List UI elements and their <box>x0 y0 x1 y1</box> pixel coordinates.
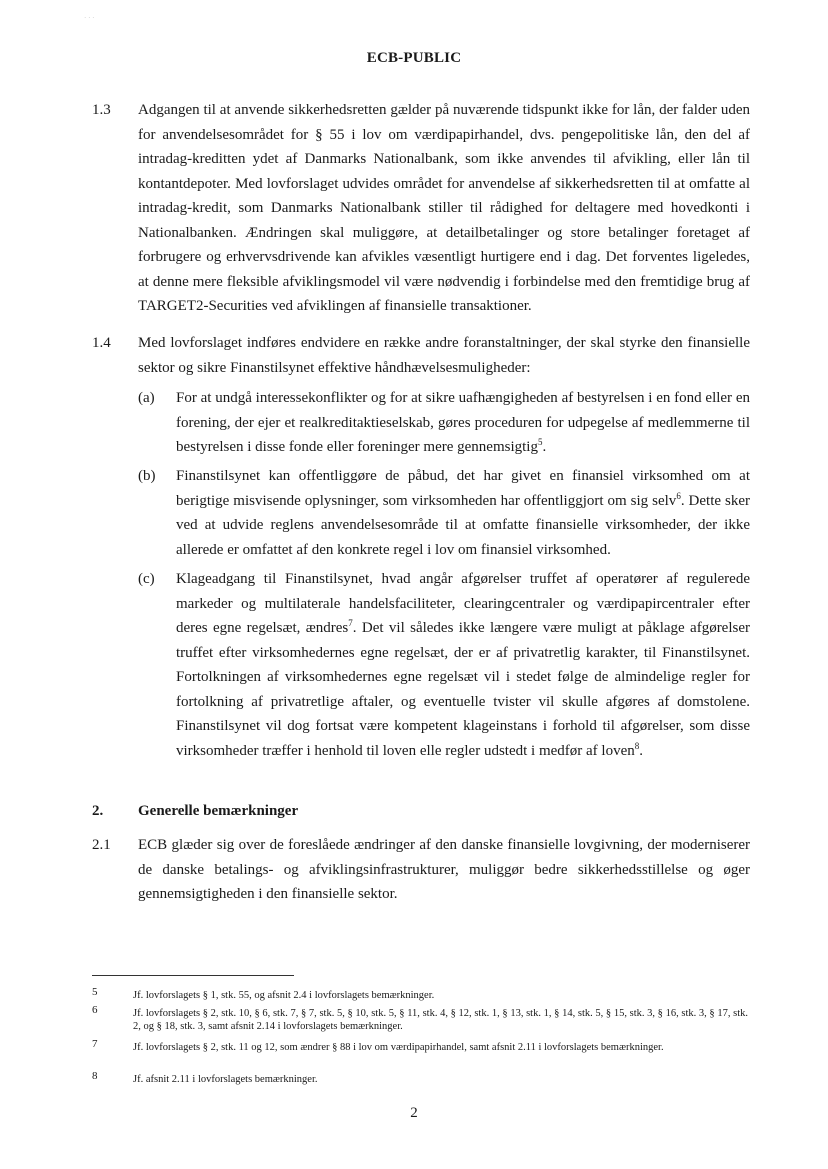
section-heading: Generelle bemærkninger <box>138 803 299 819</box>
page-number: 2 <box>410 1105 418 1121</box>
item-c: Klageadgang til Finanstilsynet, hvad angår afgørelser truffet af operatører af regulerede markeder og multilaterale handelsfaciliteter, clearingcentraler og værdipapircentraler efter deres egne regelsæt, ændres$^7$. Det vil således ikke længere være muligt at påklage afgørelser truffet efter virksomhedernes egne regelsæt, der er af privatretlig karakter, til Finanstilsynet. Fortolkningen af virksomhedernes egne regelsæt vil i stedet følge de almindelige regler for fortolkning af privatretlige aftaler, og eventuelle tvister vil skulle afgøres af domstolene. Finanstilsynet vil dog fortsat være kompetent klageinstans i forhold til afgørelser, som disse virksomheder træffer i henhold til loven elle regler udstedt i medfør af loven$^8$. <box>176 571 750 759</box>
footnote-8: 8 Jf. afsnit 2.11 i lovforslagets bemærkninger. <box>92 1070 318 1085</box>
footnote-separator <box>92 975 294 976</box>
footnote-5: 5 Jf. lovforslagets § 1, stk. 55, og afsnit 2.4 i lovforslagets bemærkninger. <box>92 986 435 1001</box>
scan-speck: · · · <box>84 14 95 22</box>
paragraph-2-1: ECB glæder sig over de foreslåede ændringer af den danske finansielle lovgivning, der moderniserer de danske betalings- og afviklingsinfrastrukturer, muliggør bedre sikkerhedsstillelse og øger gennemsigtigheden i den finansielle sektor. <box>138 837 750 902</box>
footnote-ref-8[interactable]: 8 <box>634 740 640 751</box>
item-c-end: . <box>639 742 644 759</box>
item-label-c: (c) <box>138 571 155 587</box>
footnote-ref-7[interactable]: 7 <box>348 618 353 628</box>
paragraph-number-1-4: 1.4 <box>92 335 111 351</box>
footnote-ref-5[interactable]: 5 <box>537 437 543 447</box>
paragraph-number-1-3: 1.3 <box>92 102 111 118</box>
footnote-7: 7 Jf. lovforslagets § 2, stk. 11 og 12, som ændrer § 88 i lov om værdipapirhandel, samt afsnit 2.11 i lovforslagets bemærkninger. <box>92 1038 664 1053</box>
item-label-a: (a) <box>138 390 155 406</box>
paragraph-1-4: Med lovforslaget indføres endvidere en række andre foranstaltninger, der skal styrke den finansielle sektor og sikre Finanstilsynet effektive håndhævelsesmuligheder: <box>138 335 750 376</box>
page-header: ECB-PUBLIC <box>366 50 462 66</box>
footnote-ref-6[interactable]: 6 <box>676 490 681 501</box>
footnote-6: 6 Jf. lovforslagets § 2, stk. 10, § 6, stk. 7, § 7, stk. 5, § 10, stk. 5, § 11, stk. 4, § 12, stk. 1, § 13, stk. 1, § 14, stk. 5, § 15, stk. 3, § 16, stk. 3, § 17, stk. 2, og § 18, stk. 3, samt afsnit 2.14 i lovforslagets bemærkninger. <box>92 1004 748 1032</box>
paragraph-1-3: Adgangen til at anvende sikkerhedsretten gælder på nuværende tidspunkt ikke for lån, der falder uden for anvendelsesområdet for § 55 i lov om værdipapirhandel, dvs. pengepolitiske lån, den del af intradag-kreditten ydet af Danmarks Nationalbank, som ikke anvendes til afvikling, eller lån til kontantdepoter. Med lovforslaget udvides området for anvendelse af sikkerhedsretten til at omfatte al intradag-kredit, som Danmarks Nationalbank stiller til rådighed for deltagere med hovedkonti i Nationalbanken. Ændringen skal muliggøre, at detailbetalinger og store betalinger foretaget af forbrugere og erhvervsdrivende kan afvikles væsentligt hurtigere end i dag. Det forventes ligeledes, at denne mere fleksible afviklingsmodel vil være nødvendig i forbindelse med den fremtidige brug af TARGET2-Securities ved afviklingen af finansielle transaktioner. <box>138 102 750 314</box>
item-label-b: (b) <box>138 468 156 484</box>
item-a: For at undgå interessekonflikter og for at sikre uafhængigheden af bestyrelsen i en fond eller en forening, der ejer et realkreditaktieselskab, gøres proceduren for udpegelse af medlemmerne til bestyrelsen i disse fonde eller foreninger mere gennemsigtig$^5$. <box>176 390 750 455</box>
section-number-2: 2. <box>92 803 104 819</box>
item-b: Finanstilsynet kan offentliggøre de påbud, det har givet en finansiel virksomhed om at berigtige misvisende oplysninger, som virksomheden har offentliggjort om sig selv$^6$. Dette sker ved at udvide reglens anvendelsesområde til at omfatte finansielle virksomheder, der ikke allerede er omfattet af den konkrete regel i lov om finansiel virksomhed. <box>176 468 750 558</box>
paragraph-number-2-1: 2.1 <box>92 837 111 853</box>
